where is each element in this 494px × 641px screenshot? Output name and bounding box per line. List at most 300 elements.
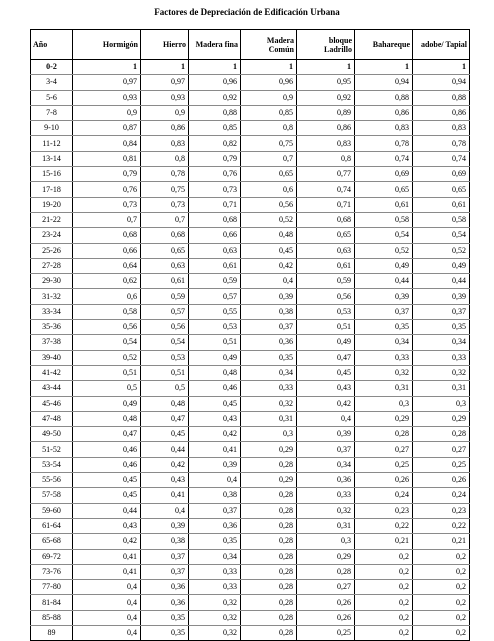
factor-cell: 0,28 — [241, 534, 297, 549]
factor-cell: 0,95 — [297, 75, 355, 90]
factor-cell: 0,5 — [73, 381, 141, 396]
factor-cell: 0,51 — [73, 365, 141, 380]
factor-cell: 0,82 — [189, 136, 241, 151]
factor-cell: 0,37 — [355, 304, 413, 319]
factor-cell: 0,79 — [189, 151, 241, 166]
factor-cell: 0,74 — [355, 151, 413, 166]
factor-cell: 0,29 — [355, 411, 413, 426]
factor-cell: 0,2 — [413, 610, 470, 625]
year-range-cell: 73-76 — [31, 564, 73, 579]
factor-cell: 0,26 — [297, 595, 355, 610]
factor-cell: 0,7 — [73, 212, 141, 227]
table-row — [31, 564, 470, 579]
factor-cell: 0,32 — [297, 503, 355, 518]
factor-cell: 0,21 — [413, 534, 470, 549]
factor-cell: 0,9 — [73, 105, 141, 120]
factor-cell: 0,57 — [141, 304, 189, 319]
factor-cell: 0,63 — [141, 258, 189, 273]
factor-cell: 0,46 — [73, 457, 141, 472]
factor-cell: 0,71 — [297, 197, 355, 212]
table-row — [31, 396, 470, 411]
factor-cell: 0,38 — [141, 534, 189, 549]
factor-cell: 0,56 — [141, 320, 189, 335]
year-range-cell: 9-10 — [31, 121, 73, 136]
factor-cell: 0,61 — [413, 197, 470, 212]
factor-cell: 0,4 — [141, 503, 189, 518]
factor-cell: 0,2 — [355, 625, 413, 640]
factor-cell: 0,44 — [355, 274, 413, 289]
column-header-hormigon: Hormigón — [73, 30, 141, 60]
table-row — [31, 151, 470, 166]
table-row — [31, 136, 470, 151]
table-row — [31, 473, 470, 488]
table-row — [31, 381, 470, 396]
factor-cell: 0,37 — [141, 564, 189, 579]
factor-cell: 0,56 — [297, 289, 355, 304]
factor-cell: 0,8 — [241, 121, 297, 136]
factor-cell: 0,77 — [297, 167, 355, 182]
year-range-cell: 21-22 — [31, 212, 73, 227]
factor-cell: 0,29 — [297, 549, 355, 564]
factor-cell: 0,54 — [413, 228, 470, 243]
factor-cell: 0,41 — [141, 488, 189, 503]
factor-cell: 0,47 — [73, 427, 141, 442]
factor-cell: 0,88 — [413, 90, 470, 105]
table-row — [31, 121, 470, 136]
factor-cell: 0,86 — [413, 105, 470, 120]
factor-cell: 1 — [189, 60, 241, 75]
factor-cell: 0,85 — [241, 105, 297, 120]
factor-cell: 0,36 — [141, 595, 189, 610]
factor-cell: 0,39 — [189, 457, 241, 472]
year-range-cell: 11-12 — [31, 136, 73, 151]
year-range-cell: 23-24 — [31, 228, 73, 243]
factor-cell: 0,97 — [73, 75, 141, 90]
factor-cell: 0,42 — [73, 534, 141, 549]
factor-cell: 0,28 — [241, 488, 297, 503]
factor-cell: 0,31 — [413, 381, 470, 396]
factor-cell: 0,74 — [297, 182, 355, 197]
year-range-cell: 17-18 — [31, 182, 73, 197]
year-range-cell: 13-14 — [31, 151, 73, 166]
factor-cell: 0,34 — [413, 335, 470, 350]
year-range-cell: 59-60 — [31, 503, 73, 518]
factor-cell: 0,58 — [73, 304, 141, 319]
year-range-cell: 61-64 — [31, 518, 73, 533]
year-range-cell: 55-56 — [31, 473, 73, 488]
factor-cell: 0,58 — [355, 212, 413, 227]
factor-cell: 0,4 — [73, 595, 141, 610]
year-range-cell: 51-52 — [31, 442, 73, 457]
factor-cell: 0,28 — [241, 580, 297, 595]
table-row — [31, 580, 470, 595]
factor-cell: 0,76 — [73, 182, 141, 197]
factor-cell: 0,36 — [297, 473, 355, 488]
factor-cell: 0,68 — [73, 228, 141, 243]
factor-cell: 0,52 — [241, 212, 297, 227]
factor-cell: 0,78 — [141, 167, 189, 182]
table-row — [31, 212, 470, 227]
factor-cell: 0,31 — [355, 381, 413, 396]
factor-cell: 0,35 — [141, 625, 189, 640]
factor-cell: 0,44 — [141, 442, 189, 457]
factor-cell: 0,6 — [241, 182, 297, 197]
table-row — [31, 197, 470, 212]
factor-cell: 0,68 — [189, 212, 241, 227]
factor-cell: 0,68 — [297, 212, 355, 227]
factor-cell: 0,26 — [297, 610, 355, 625]
factor-cell: 0,34 — [241, 365, 297, 380]
table-row — [31, 518, 470, 533]
factor-cell: 0,27 — [413, 442, 470, 457]
factor-cell: 0,69 — [355, 167, 413, 182]
factor-cell: 0,32 — [189, 595, 241, 610]
factor-cell: 0,22 — [355, 518, 413, 533]
factor-cell: 0,28 — [241, 625, 297, 640]
factor-cell: 0,3 — [355, 396, 413, 411]
factor-cell: 0,2 — [413, 625, 470, 640]
column-header-bloque-ladrillo: bloque Ladrillo — [297, 30, 355, 60]
factor-cell: 0,78 — [413, 136, 470, 151]
factor-cell: 0,49 — [73, 396, 141, 411]
table-row — [31, 228, 470, 243]
factor-cell: 0,39 — [413, 289, 470, 304]
year-range-cell: 65-68 — [31, 534, 73, 549]
table-row — [31, 335, 470, 350]
year-range-cell: 29-30 — [31, 274, 73, 289]
factor-cell: 0,24 — [355, 488, 413, 503]
factor-cell: 0,7 — [141, 212, 189, 227]
header-row — [31, 30, 470, 60]
column-header-year: Año — [31, 30, 73, 60]
year-range-cell: 89 — [31, 625, 73, 640]
factor-cell: 0,35 — [189, 534, 241, 549]
column-header-madera-comun: Madera Común — [241, 30, 297, 60]
year-range-cell: 47-48 — [31, 411, 73, 426]
factor-cell: 0,96 — [241, 75, 297, 90]
factor-cell: 0,42 — [297, 396, 355, 411]
factor-cell: 0,35 — [141, 610, 189, 625]
factor-cell: 0,3 — [241, 427, 297, 442]
factor-cell: 0,69 — [413, 167, 470, 182]
factor-cell: 0,43 — [297, 381, 355, 396]
factor-cell: 0,2 — [355, 549, 413, 564]
factor-cell: 0,26 — [413, 473, 470, 488]
factor-cell: 0,28 — [241, 503, 297, 518]
factor-cell: 0,41 — [73, 564, 141, 579]
year-range-cell: 19-20 — [31, 197, 73, 212]
factor-cell: 0,76 — [189, 167, 241, 182]
factor-cell: 0,46 — [189, 381, 241, 396]
factor-cell: 0,79 — [73, 167, 141, 182]
factor-cell: 0,23 — [355, 503, 413, 518]
year-range-cell: 35-36 — [31, 320, 73, 335]
factor-cell: 0,63 — [189, 243, 241, 258]
factor-cell: 0,71 — [189, 197, 241, 212]
factor-cell: 0,94 — [355, 75, 413, 90]
factor-cell: 0,96 — [189, 75, 241, 90]
factor-cell: 0,8 — [141, 151, 189, 166]
factor-cell: 0,4 — [189, 473, 241, 488]
table-row — [31, 549, 470, 564]
table-row — [31, 365, 470, 380]
column-header-hierro: Hierro — [141, 30, 189, 60]
factor-cell: 0,35 — [355, 320, 413, 335]
factor-cell: 0,66 — [73, 243, 141, 258]
factor-cell: 0,41 — [73, 549, 141, 564]
factor-cell: 0,88 — [189, 105, 241, 120]
factor-cell: 0,33 — [413, 350, 470, 365]
factor-cell: 1 — [355, 60, 413, 75]
factor-cell: 0,83 — [141, 136, 189, 151]
factor-cell: 0,49 — [189, 350, 241, 365]
year-range-cell: 81-84 — [31, 595, 73, 610]
factor-cell: 0,88 — [355, 90, 413, 105]
factor-cell: 0,4 — [297, 411, 355, 426]
factor-cell: 0,6 — [73, 289, 141, 304]
table-row — [31, 167, 470, 182]
table-row — [31, 243, 470, 258]
factor-cell: 0,75 — [141, 182, 189, 197]
year-range-cell: 33-34 — [31, 304, 73, 319]
factor-cell: 0,37 — [141, 549, 189, 564]
factor-cell: 0,61 — [141, 274, 189, 289]
factor-cell: 0,28 — [355, 427, 413, 442]
factor-cell: 0,3 — [413, 396, 470, 411]
factor-cell: 0,9 — [141, 105, 189, 120]
factor-cell: 0,2 — [355, 595, 413, 610]
factor-cell: 0,45 — [73, 473, 141, 488]
factor-cell: 0,44 — [413, 274, 470, 289]
factor-cell: 0,29 — [241, 473, 297, 488]
factor-cell: 0,78 — [355, 136, 413, 151]
table-row — [31, 457, 470, 472]
factor-cell: 0,38 — [189, 488, 241, 503]
factor-cell: 0,28 — [241, 564, 297, 579]
factor-cell: 0,65 — [297, 228, 355, 243]
factor-cell: 0,52 — [73, 350, 141, 365]
factor-cell: 0,32 — [189, 625, 241, 640]
factor-cell: 0,87 — [73, 121, 141, 136]
factor-cell: 0,4 — [241, 274, 297, 289]
factor-cell: 0,44 — [73, 503, 141, 518]
factor-cell: 0,51 — [297, 320, 355, 335]
factor-cell: 0,43 — [189, 411, 241, 426]
table-row — [31, 182, 470, 197]
year-range-cell: 5-6 — [31, 90, 73, 105]
factor-cell: 0,42 — [141, 457, 189, 472]
factor-cell: 0,2 — [355, 580, 413, 595]
factor-cell: 0,97 — [141, 75, 189, 90]
factor-cell: 0,33 — [241, 381, 297, 396]
factor-cell: 0,41 — [189, 442, 241, 457]
factor-cell: 0,35 — [241, 350, 297, 365]
year-range-cell: 7-8 — [31, 105, 73, 120]
table-row — [31, 534, 470, 549]
factor-cell: 0,2 — [413, 595, 470, 610]
factor-cell: 0,73 — [189, 182, 241, 197]
factor-cell: 0,83 — [413, 121, 470, 136]
factor-cell: 0,2 — [355, 610, 413, 625]
factor-cell: 0,66 — [189, 228, 241, 243]
factor-cell: 0,37 — [413, 304, 470, 319]
factor-cell: 0,3 — [297, 534, 355, 549]
factor-cell: 0,53 — [141, 350, 189, 365]
factor-cell: 0,86 — [355, 105, 413, 120]
factor-cell: 0,65 — [241, 167, 297, 182]
factor-cell: 0,38 — [241, 304, 297, 319]
factor-cell: 0,4 — [73, 625, 141, 640]
year-range-cell: 39-40 — [31, 350, 73, 365]
table-row — [31, 610, 470, 625]
factor-cell: 0,39 — [355, 289, 413, 304]
factor-cell: 0,92 — [189, 90, 241, 105]
table-row — [31, 595, 470, 610]
factor-cell: 0,33 — [355, 350, 413, 365]
year-range-cell: 69-72 — [31, 549, 73, 564]
factor-cell: 0,45 — [189, 396, 241, 411]
factor-cell: 0,83 — [355, 121, 413, 136]
factor-cell: 0,85 — [189, 121, 241, 136]
factor-cell: 0,57 — [189, 289, 241, 304]
factor-cell: 0,46 — [73, 442, 141, 457]
table-row — [31, 289, 470, 304]
table-row — [31, 625, 470, 640]
year-range-cell: 53-54 — [31, 457, 73, 472]
year-range-cell: 43-44 — [31, 381, 73, 396]
column-header-madera-fina: Madera fina — [189, 30, 241, 60]
factor-cell: 0,73 — [141, 197, 189, 212]
year-range-cell: 77-80 — [31, 580, 73, 595]
factor-cell: 1 — [73, 60, 141, 75]
table-row — [31, 60, 470, 75]
factor-cell: 0,32 — [189, 610, 241, 625]
factor-cell: 0,48 — [189, 365, 241, 380]
column-header-bahareque: Bahareque — [355, 30, 413, 60]
year-range-cell: 3-4 — [31, 75, 73, 90]
factor-cell: 0,52 — [355, 243, 413, 258]
factor-cell: 0,2 — [413, 549, 470, 564]
factor-cell: 0,9 — [241, 90, 297, 105]
table-row — [31, 411, 470, 426]
factor-cell: 0,49 — [355, 258, 413, 273]
factor-cell: 0,2 — [355, 564, 413, 579]
factor-cell: 0,29 — [241, 442, 297, 457]
factor-cell: 0,31 — [297, 518, 355, 533]
table-row — [31, 90, 470, 105]
year-range-cell: 57-58 — [31, 488, 73, 503]
factor-cell: 0,55 — [189, 304, 241, 319]
factor-cell: 0,62 — [73, 274, 141, 289]
factor-cell: 0,2 — [413, 580, 470, 595]
factor-cell: 1 — [297, 60, 355, 75]
factor-cell: 0,86 — [297, 121, 355, 136]
year-range-cell: 27-28 — [31, 258, 73, 273]
factor-cell: 0,59 — [141, 289, 189, 304]
table-row — [31, 320, 470, 335]
factor-cell: 0,81 — [73, 151, 141, 166]
factor-cell: 0,51 — [141, 365, 189, 380]
factor-cell: 0,31 — [241, 411, 297, 426]
column-header-adobe-tapial: adobe/ Tapial — [413, 30, 470, 60]
factor-cell: 0,28 — [413, 427, 470, 442]
factor-cell: 0,37 — [297, 442, 355, 457]
factor-cell: 0,54 — [355, 228, 413, 243]
factor-cell: 0,61 — [297, 258, 355, 273]
factor-cell: 0,35 — [413, 320, 470, 335]
factor-cell: 0,43 — [141, 473, 189, 488]
factor-cell: 0,39 — [141, 518, 189, 533]
factor-cell: 0,33 — [189, 564, 241, 579]
factor-cell: 0,51 — [189, 335, 241, 350]
factor-cell: 0,83 — [297, 136, 355, 151]
table-row — [31, 105, 470, 120]
factor-cell: 0,28 — [297, 564, 355, 579]
factor-cell: 0,89 — [297, 105, 355, 120]
factor-cell: 0,68 — [141, 228, 189, 243]
factor-cell: 0,32 — [355, 365, 413, 380]
year-range-cell: 15-16 — [31, 167, 73, 182]
factor-cell: 1 — [141, 60, 189, 75]
factor-cell: 0,61 — [189, 258, 241, 273]
factor-cell: 0,5 — [141, 381, 189, 396]
factor-cell: 0,26 — [355, 473, 413, 488]
factor-cell: 0,48 — [241, 228, 297, 243]
factor-cell: 0,43 — [73, 518, 141, 533]
factor-cell: 0,25 — [355, 457, 413, 472]
factor-cell: 0,4 — [73, 580, 141, 595]
factor-cell: 0,45 — [297, 365, 355, 380]
factor-cell: 0,28 — [241, 595, 297, 610]
factor-cell: 0,34 — [189, 549, 241, 564]
table-row — [31, 274, 470, 289]
factor-cell: 0,45 — [141, 427, 189, 442]
factor-cell: 0,32 — [413, 365, 470, 380]
factor-cell: 0,29 — [413, 411, 470, 426]
factor-cell: 0,48 — [73, 411, 141, 426]
table-body — [31, 60, 470, 641]
factor-cell: 1 — [413, 60, 470, 75]
year-range-cell: 41-42 — [31, 365, 73, 380]
factor-cell: 0,92 — [297, 90, 355, 105]
factor-cell: 0,24 — [413, 488, 470, 503]
factor-cell: 0,36 — [141, 580, 189, 595]
factor-cell: 0,56 — [73, 320, 141, 335]
factor-cell: 0,61 — [355, 197, 413, 212]
factor-cell: 0,63 — [297, 243, 355, 258]
factor-cell: 0,7 — [241, 151, 297, 166]
factor-cell: 1 — [241, 60, 297, 75]
factor-cell: 0,2 — [413, 564, 470, 579]
factor-cell: 0,34 — [297, 457, 355, 472]
factor-cell: 0,54 — [141, 335, 189, 350]
year-range-cell: 85-88 — [31, 610, 73, 625]
factor-cell: 0,22 — [413, 518, 470, 533]
year-range-cell: 45-46 — [31, 396, 73, 411]
factor-cell: 0,54 — [73, 335, 141, 350]
factor-cell: 0,93 — [73, 90, 141, 105]
table-row — [31, 442, 470, 457]
factor-cell: 0,39 — [297, 427, 355, 442]
factor-cell: 0,39 — [241, 289, 297, 304]
table-row — [31, 258, 470, 273]
factor-cell: 0,28 — [241, 610, 297, 625]
factor-cell: 0,59 — [297, 274, 355, 289]
year-range-cell: 49-50 — [31, 427, 73, 442]
factor-cell: 0,56 — [241, 197, 297, 212]
factor-cell: 0,52 — [413, 243, 470, 258]
table-row — [31, 304, 470, 319]
